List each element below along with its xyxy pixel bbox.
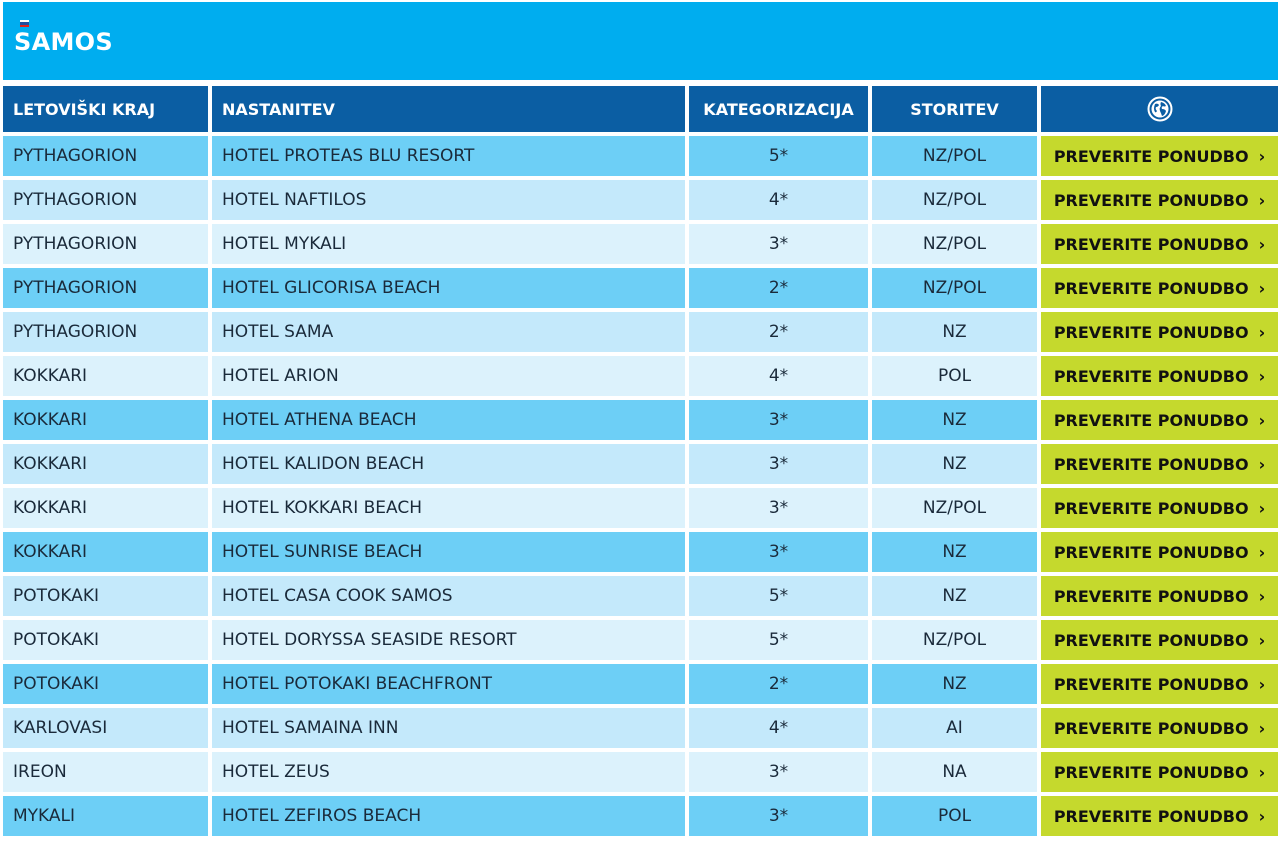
hotel-cell: HOTEL CASA COOK SAMOS [212, 576, 685, 616]
chevron-right-icon: › [1258, 410, 1266, 430]
category-cell: 2* [689, 664, 868, 704]
chevron-right-icon: › [1258, 806, 1266, 826]
resort-cell: PYTHAGORION [3, 312, 208, 352]
service-cell: NZ [872, 444, 1037, 484]
table-row [3, 664, 1278, 704]
hotel-cell: HOTEL PROTEAS BLU RESORT [212, 136, 685, 176]
chevron-right-icon: › [1258, 322, 1266, 342]
table-row [3, 796, 1278, 836]
check-offer-button[interactable] [1041, 796, 1278, 836]
chevron-right-icon: › [1258, 278, 1266, 298]
check-offer-button[interactable] [1041, 180, 1278, 220]
resort-cell: KOKKARI [3, 488, 208, 528]
check-offer-button[interactable] [1041, 312, 1278, 352]
table-row [3, 444, 1278, 484]
header-resort: LETOVIŠKI KRAJ [3, 86, 208, 132]
chevron-right-icon: › [1258, 498, 1266, 518]
hotel-cell: HOTEL SUNRISE BEACH [212, 532, 685, 572]
check-offer-label: PREVERITE PONUDBO [1053, 806, 1249, 826]
chevron-right-icon: › [1258, 454, 1266, 474]
table-body [3, 136, 1278, 836]
resort-cell: PYTHAGORION [3, 136, 208, 176]
check-offer-button[interactable] [1041, 620, 1278, 660]
service-cell: NZ/POL [872, 136, 1037, 176]
resort-cell: POTOKAKI [3, 664, 208, 704]
service-cell: NA [872, 752, 1037, 792]
table-row [3, 312, 1278, 352]
hotel-cell: HOTEL ARION [212, 356, 685, 396]
resort-cell: POTOKAKI [3, 576, 208, 616]
check-offer-label: PREVERITE PONUDBO [1053, 542, 1249, 562]
service-cell: NZ/POL [872, 620, 1037, 660]
table-header-row [3, 86, 1278, 132]
table-row [3, 532, 1278, 572]
chevron-right-icon: › [1258, 762, 1266, 782]
resort-cell: KOKKARI [3, 356, 208, 396]
category-cell: 3* [689, 752, 868, 792]
check-offer-button[interactable] [1041, 576, 1278, 616]
check-offer-label: PREVERITE PONUDBO [1053, 146, 1249, 166]
service-cell: NZ [872, 576, 1037, 616]
category-cell: 5* [689, 136, 868, 176]
service-cell: POL [872, 796, 1037, 836]
resort-cell: POTOKAKI [3, 620, 208, 660]
chevron-right-icon: › [1258, 366, 1266, 386]
check-offer-button[interactable] [1041, 224, 1278, 264]
hotel-cell: HOTEL SAMAINA INN [212, 708, 685, 748]
service-cell: NZ [872, 400, 1037, 440]
hotel-cell: HOTEL KALIDON BEACH [212, 444, 685, 484]
service-cell: AI [872, 708, 1037, 748]
hotel-cell: HOTEL SAMA [212, 312, 685, 352]
check-offer-label: PREVERITE PONUDBO [1053, 190, 1249, 210]
service-cell: NZ [872, 532, 1037, 572]
check-offer-label: PREVERITE PONUDBO [1053, 498, 1249, 518]
service-cell: NZ/POL [872, 180, 1037, 220]
resort-cell: MYKALI [3, 796, 208, 836]
resort-cell: KOKKARI [3, 444, 208, 484]
check-offer-label: PREVERITE PONUDBO [1053, 586, 1249, 606]
category-cell: 3* [689, 532, 868, 572]
table-row [3, 620, 1278, 660]
check-offer-button[interactable] [1041, 532, 1278, 572]
category-cell: 3* [689, 488, 868, 528]
header-link [1041, 86, 1278, 132]
resort-cell: KOKKARI [3, 400, 208, 440]
hotel-cell: HOTEL POTOKAKI BEACHFRONT [212, 664, 685, 704]
chevron-right-icon: › [1258, 586, 1266, 606]
chevron-right-icon: › [1258, 234, 1266, 254]
check-offer-button[interactable] [1041, 136, 1278, 176]
hotel-cell: HOTEL MYKALI [212, 224, 685, 264]
check-offer-label: PREVERITE PONUDBO [1053, 410, 1249, 430]
hotel-cell: HOTEL NAFTILOS [212, 180, 685, 220]
table-row [3, 708, 1278, 748]
category-cell: 2* [689, 312, 868, 352]
category-cell: 5* [689, 576, 868, 616]
header-service: STORITEV [872, 86, 1037, 132]
resort-cell: PYTHAGORION [3, 224, 208, 264]
table-row [3, 136, 1278, 176]
resort-cell: KOKKARI [3, 532, 208, 572]
check-offer-button[interactable] [1041, 400, 1278, 440]
hotel-cell: HOTEL ATHENA BEACH [212, 400, 685, 440]
hotel-cell: HOTEL ZEFIROS BEACH [212, 796, 685, 836]
check-offer-label: PREVERITE PONUDBO [1053, 322, 1249, 342]
globe-icon [1147, 96, 1173, 122]
category-cell: 4* [689, 708, 868, 748]
hotel-table [0, 82, 1280, 840]
check-offer-label: PREVERITE PONUDBO [1053, 454, 1249, 474]
category-cell: 3* [689, 796, 868, 836]
table-row [3, 752, 1278, 792]
check-offer-button[interactable] [1041, 488, 1278, 528]
check-offer-label: PREVERITE PONUDBO [1053, 630, 1249, 650]
check-offer-label: PREVERITE PONUDBO [1053, 718, 1249, 738]
category-cell: 3* [689, 400, 868, 440]
table-row [3, 180, 1278, 220]
table-row [3, 268, 1278, 308]
chevron-right-icon: › [1258, 190, 1266, 210]
resort-cell: PYTHAGORION [3, 180, 208, 220]
check-offer-button[interactable] [1041, 752, 1278, 792]
category-cell: 2* [689, 268, 868, 308]
chevron-right-icon: › [1258, 542, 1266, 562]
table-row [3, 488, 1278, 528]
category-cell: 3* [689, 444, 868, 484]
check-offer-label: PREVERITE PONUDBO [1053, 366, 1249, 386]
table-row [3, 400, 1278, 440]
header-category: KATEGORIZACIJA [689, 86, 868, 132]
table-row [3, 356, 1278, 396]
header-accommodation: NASTANITEV [212, 86, 685, 132]
check-offer-button[interactable] [1041, 356, 1278, 396]
chevron-right-icon: › [1258, 718, 1266, 738]
hotel-cell: HOTEL GLICORISA BEACH [212, 268, 685, 308]
check-offer-button[interactable] [1041, 664, 1278, 704]
table-row [3, 224, 1278, 264]
service-cell: NZ [872, 312, 1037, 352]
category-cell: 5* [689, 620, 868, 660]
check-offer-label: PREVERITE PONUDBO [1053, 278, 1249, 298]
service-cell: NZ/POL [872, 224, 1037, 264]
chevron-right-icon: › [1258, 146, 1266, 166]
page-title: SAMOS [14, 28, 113, 56]
service-cell: POL [872, 356, 1037, 396]
chevron-right-icon: › [1258, 674, 1266, 694]
hotel-cell: HOTEL KOKKARI BEACH [212, 488, 685, 528]
title-bar [3, 2, 1278, 80]
resort-cell: PYTHAGORION [3, 268, 208, 308]
check-offer-label: PREVERITE PONUDBO [1053, 674, 1249, 694]
hotel-cell: HOTEL DORYSSA SEASIDE RESORT [212, 620, 685, 660]
category-cell: 4* [689, 356, 868, 396]
table-row [3, 576, 1278, 616]
resort-cell: KARLOVASI [3, 708, 208, 748]
hotel-cell: HOTEL ZEUS [212, 752, 685, 792]
check-offer-button[interactable] [1041, 268, 1278, 308]
check-offer-label: PREVERITE PONUDBO [1053, 234, 1249, 254]
check-offer-button[interactable] [1041, 708, 1278, 748]
service-cell: NZ/POL [872, 268, 1037, 308]
check-offer-button[interactable] [1041, 444, 1278, 484]
category-cell: 4* [689, 180, 868, 220]
service-cell: NZ [872, 664, 1037, 704]
check-offer-label: PREVERITE PONUDBO [1053, 762, 1249, 782]
offers-page [3, 2, 1278, 840]
service-cell: NZ/POL [872, 488, 1037, 528]
slovenia-flag-icon [20, 20, 29, 27]
resort-cell: IREON [3, 752, 208, 792]
category-cell: 3* [689, 224, 868, 264]
chevron-right-icon: › [1258, 630, 1266, 650]
